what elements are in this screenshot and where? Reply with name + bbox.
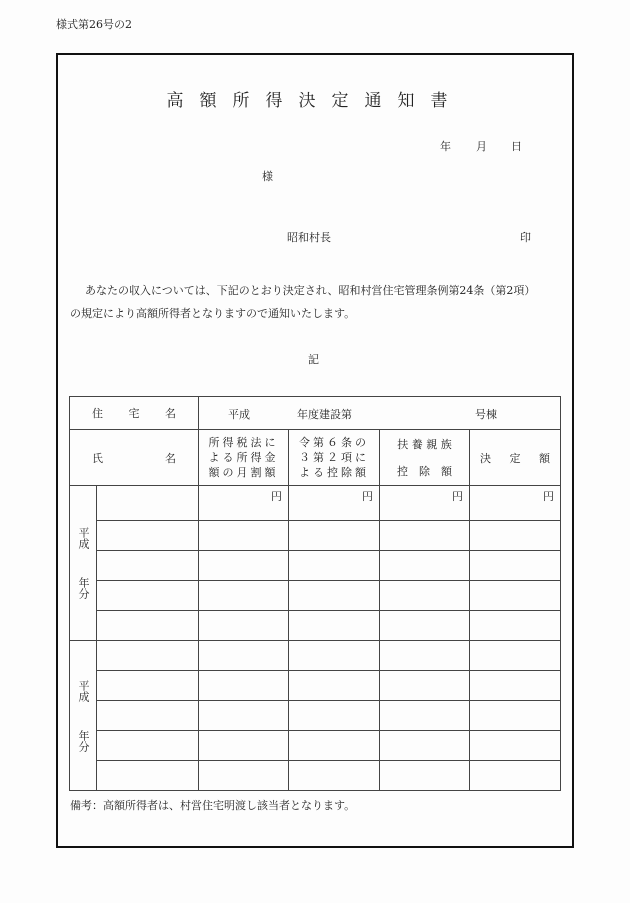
header-line: 額の月割額 [208,466,279,479]
deduction-cell[interactable] [289,701,380,731]
yen-unit: 円 [452,490,463,503]
era-label: 平成 [77,679,90,702]
dependents-cell[interactable] [380,521,470,551]
dependents-cell[interactable] [380,486,470,521]
dependents-cell[interactable] [380,761,470,791]
table-row [70,551,561,581]
addressee-suffix: 様 [262,170,273,183]
header-line: ３第２項に [299,451,369,464]
name-cell[interactable] [97,761,199,791]
table-row [70,701,561,731]
housing-label-char: 住 [92,407,103,420]
income-cell[interactable] [199,521,289,551]
header-line: 令第６条の [299,436,369,449]
decided-cell[interactable] [470,761,561,791]
dependents-cell[interactable] [380,671,470,701]
table-row [70,671,561,701]
housing-year-construction: 年度建設第 [297,408,352,421]
header-line: よる控除額 [299,466,369,479]
name-cell[interactable] [97,486,199,521]
income-cell[interactable] [199,671,289,701]
table-row [70,486,561,521]
body-text-line-2: の規定により高額所得者となりますので通知いたします。 [70,307,356,320]
housing-building-number: 号棟 [475,408,497,421]
year-suffix-label: 年分 [77,729,90,752]
dependents-cell[interactable] [380,731,470,761]
name-cell[interactable] [97,611,199,641]
year-group-label [70,486,97,641]
deduction-cell[interactable] [289,671,380,701]
housing-label-cell [70,397,199,430]
table-row [70,731,561,761]
decided-cell[interactable] [470,581,561,611]
decided-cell[interactable] [470,551,561,581]
name-cell[interactable] [97,641,199,671]
deduction-header [289,430,380,486]
issuer-name: 昭和村長 [287,231,331,244]
date-year-label: 年 [440,140,451,153]
deduction-cell[interactable] [289,761,380,791]
decided-cell[interactable] [470,641,561,671]
decided-cell[interactable] [470,701,561,731]
table-row [70,761,561,791]
date-day-label: 日 [511,140,522,153]
housing-era: 平成 [228,408,250,421]
header-line: 控 除 額 [397,464,452,478]
header-char: 決 [480,451,491,465]
deduction-cell[interactable] [289,551,380,581]
dependents-cell[interactable] [380,551,470,581]
remarks-note: 備考：高額所得者は、村営住宅明渡し該当者となります。 [70,799,356,812]
header-char: 額 [539,451,550,465]
name-cell[interactable] [97,551,199,581]
deduction-cell[interactable] [289,731,380,761]
deduction-cell[interactable] [289,641,380,671]
income-cell[interactable] [199,641,289,671]
deduction-cell[interactable] [289,521,380,551]
deduction-cell[interactable] [289,581,380,611]
year-group-label [70,641,97,791]
income-cell[interactable] [199,486,289,521]
dependents-cell[interactable] [380,581,470,611]
decided-cell[interactable] [470,671,561,701]
table-row [70,581,561,611]
income-cell[interactable] [199,761,289,791]
header-row [70,430,561,486]
table-row [70,611,561,641]
income-cell[interactable] [199,701,289,731]
header-line: 所得税法に [208,436,279,449]
deduction-cell[interactable] [289,611,380,641]
dependents-cell[interactable] [380,611,470,641]
seal-mark: 印 [520,231,531,244]
name-cell[interactable] [97,701,199,731]
yen-unit: 円 [543,490,554,503]
income-cell[interactable] [199,581,289,611]
era-label: 平成 [77,527,90,549]
name-cell[interactable] [97,671,199,701]
date-month-label: 月 [476,140,487,153]
decided-cell[interactable] [470,521,561,551]
document-title: 高額所得決定通知書 [166,91,464,111]
table-row [70,521,561,551]
name-cell[interactable] [97,521,199,551]
table-row [70,641,561,671]
housing-value-cell[interactable] [199,397,561,430]
decided-cell[interactable] [470,486,561,521]
header-char: 定 [509,451,521,465]
yen-unit: 円 [362,490,373,503]
income-header [199,430,289,486]
yen-unit: 円 [271,490,282,503]
deduction-cell[interactable] [289,486,380,521]
name-label-char: 氏 [92,451,103,465]
form-number: 様式第26号の2 [56,18,132,31]
income-cell[interactable] [199,551,289,581]
income-table [69,396,561,791]
dependents-cell[interactable] [380,641,470,671]
year-suffix-label: 年分 [77,577,90,599]
name-label-cell [70,430,199,486]
ki-heading: 記 [308,353,319,366]
decided-cell[interactable] [470,731,561,761]
housing-label-char: 名 [165,407,176,420]
decided-header [470,430,561,486]
housing-row [70,397,561,430]
name-cell[interactable] [97,731,199,761]
income-cell[interactable] [199,611,289,641]
housing-label-char: 宅 [128,407,140,420]
income-cell[interactable] [199,731,289,761]
header-line: 扶 養 親 族 [397,437,452,451]
header-line: よる所得金 [208,451,279,464]
name-cell[interactable] [97,581,199,611]
decided-cell[interactable] [470,611,561,641]
body-text-line-1: あなたの収入については、下記のとおり決定され、昭和村営住宅管理条例第24条（第2項） [85,284,536,297]
dependents-header [380,430,470,486]
name-label-char: 名 [165,451,176,465]
dependents-cell[interactable] [380,701,470,731]
